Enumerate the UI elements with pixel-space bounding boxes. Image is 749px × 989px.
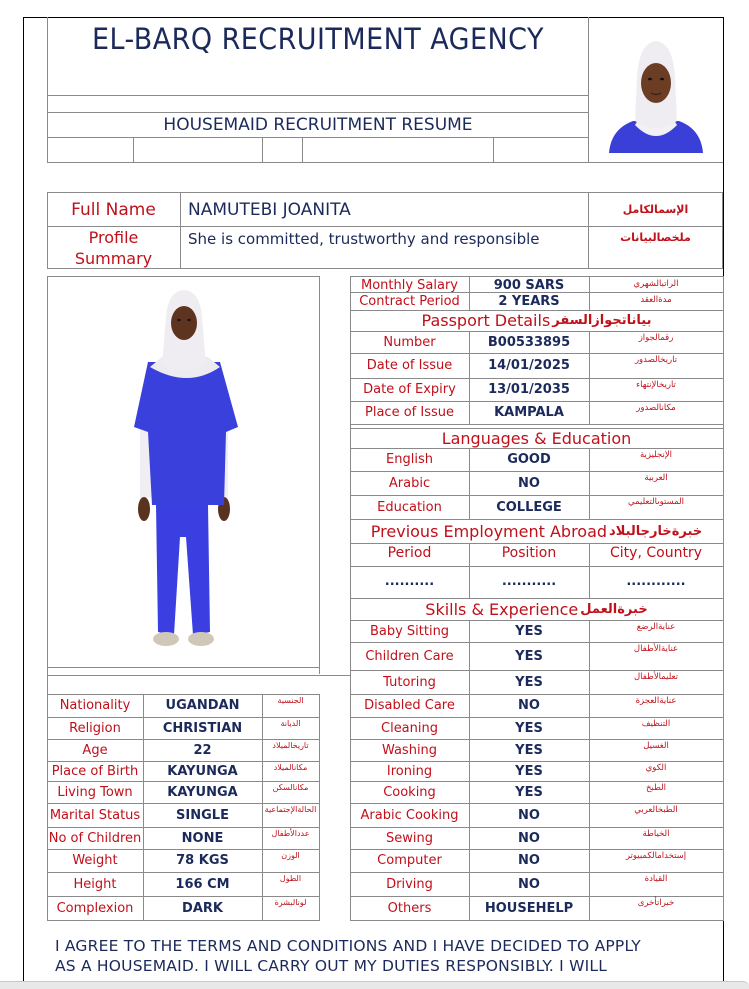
personal-info-ar: الوزن (281, 851, 300, 860)
passport-row-value: B00533895 (487, 334, 571, 350)
personal-info-value: 22 (193, 742, 212, 758)
skills-section-title-text: Skills & Experience (425, 599, 579, 619)
skill-row-label: Cleaning (381, 720, 438, 736)
contract-ar: مدةالعقد (640, 295, 672, 305)
personal-info-value: KAYUNGA (167, 763, 238, 779)
skill-row-ar: الطبخ (646, 783, 666, 793)
grid-line (302, 137, 303, 162)
agency-name: EL-BARQ RECRUITMENT AGENCY (92, 22, 544, 56)
personal-info-ar: لونالبشرة (274, 898, 307, 907)
skill-row-label: Tutoring (383, 674, 436, 690)
passport-row-value: KAMPALA (494, 405, 564, 420)
skill-row-label: Disabled Care (364, 698, 455, 713)
passport-row-label: Date of Issue (366, 358, 453, 373)
declaration-text (55, 936, 720, 976)
employment-cell: .......... (384, 573, 435, 589)
contract-value: 2 YEARS (498, 294, 560, 309)
profile-summary-value: She is committed, trustworthy and responsible (188, 230, 540, 248)
profile-summary-label: Profile Summary (74, 228, 153, 268)
personal-info-label: No of Children (48, 830, 142, 846)
skill-row-ar: الخياطة (642, 829, 670, 839)
full-name-value-cell (188, 193, 588, 226)
personal-info-value: SINGLE (176, 807, 229, 823)
contract-label: Contract Period (359, 294, 460, 309)
skill-row-value: YES (515, 763, 543, 779)
resume-title-wrap (47, 113, 589, 137)
employment-section-title-ar: خبرةخارجالبلاد (609, 523, 703, 539)
profile-summary-value-cell (188, 229, 588, 249)
full-name-label: Full Name (71, 199, 156, 220)
language-row-label: Education (377, 499, 442, 515)
grid-line (47, 920, 319, 921)
skill-row-label: Sewing (386, 830, 433, 846)
skill-row-ar: الغسيل (643, 741, 669, 751)
passport-row-label: Number (383, 334, 436, 350)
grid-line (319, 276, 320, 674)
passport-row-ar: تاريخالإنتهاء (636, 380, 676, 390)
languages-section-title (350, 428, 723, 448)
grid-line (47, 675, 350, 676)
employment-section-title-text: Previous Employment Abroad (370, 521, 608, 541)
personal-info-label: Complexion (56, 900, 134, 916)
grid-line (180, 193, 181, 269)
passport-row-value: 13/01/2035 (488, 382, 570, 397)
language-row-ar: الإنجليزية (639, 450, 673, 460)
skill-row-ar: القيادة (644, 874, 668, 884)
contract-value: 900 SARS (493, 277, 565, 293)
language-row-ar: المستوىالتعليمي (628, 497, 684, 507)
personal-info-label: Place of Birth (51, 763, 139, 779)
grid-line (319, 694, 320, 921)
personal-info-label: Height (73, 876, 117, 892)
skills-section-title (350, 598, 723, 620)
skill-row-label: Washing (381, 742, 438, 758)
skill-row-value: YES (515, 742, 543, 758)
skill-row-value: NO (518, 853, 540, 868)
grid-line (350, 424, 723, 425)
skill-row-ar: إستخدامالكمبيوتر (625, 851, 687, 861)
language-row-value: GOOD (507, 452, 551, 467)
personal-info-value: CHRISTIAN (162, 720, 243, 736)
personal-info-label: Living Town (57, 784, 133, 800)
skill-row-value: NO (518, 698, 540, 713)
skill-row-ar: تعليمالأطفال (633, 672, 679, 682)
passport-section-title-text: Passport Details (421, 311, 551, 330)
personal-info-ar: مكانالسكن (272, 783, 309, 792)
personal-info-label: Age (82, 742, 108, 758)
skill-row-value: YES (515, 720, 543, 736)
personal-info-label: Nationality (59, 698, 131, 713)
language-row-value: COLLEGE (496, 499, 562, 515)
skill-row-ar: عنايةالعجزة (635, 696, 677, 706)
skill-row-value: HOUSEHELP (484, 900, 574, 916)
full-name-ar-cell (588, 193, 723, 226)
personal-info-ar: مكانالميلاد (273, 763, 308, 772)
grid-line (47, 137, 589, 138)
passport-section-title (350, 310, 723, 331)
profile-summary-ar: ملخصالبيانات (620, 230, 691, 244)
skill-row-value: NO (518, 830, 540, 846)
employment-header: City, Country (610, 545, 702, 561)
employment-cell: ............ (626, 573, 686, 589)
skill-row-value: NO (518, 807, 540, 823)
personal-info-ar: عددالأطفال (271, 829, 310, 838)
skill-row-label: Others (387, 900, 432, 916)
skills-section-title-ar: خبرةالعمل (580, 601, 648, 617)
agency-name-wrap (47, 18, 589, 60)
full-name-ar: الإسمالكامل (622, 203, 689, 216)
page-frame-left (23, 17, 24, 988)
skill-row-label: Driving (386, 876, 433, 892)
languages-section-title-text: Languages & Education (441, 428, 632, 448)
skill-row-ar: عنايةالأطفال (633, 644, 679, 654)
grid-line (723, 276, 724, 921)
passport-row-ar: رقمالجواز (638, 333, 674, 343)
grid-line (350, 920, 723, 921)
declaration-line-2: AS A HOUSEMAID. I WILL CARRY OUT MY DUTIES RESPONSIBLY. I WILL (55, 957, 608, 975)
grid-line (493, 137, 494, 162)
personal-info-label: Religion (69, 720, 121, 736)
skill-row-label: Cooking (383, 784, 436, 800)
contract-label: Monthly Salary (360, 277, 459, 293)
declaration-line-1: I AGREE TO THE TERMS AND CONDITIONS AND I HAVE DECIDED TO APPLY (55, 937, 641, 955)
language-row-label: English (386, 452, 433, 467)
profile-summary-ar-cell (588, 227, 723, 247)
grid-line (47, 95, 589, 96)
language-row-label: Arabic (388, 475, 431, 491)
personal-info-ar: تاريخالميلاد (272, 741, 309, 750)
skill-row-label: Computer (377, 853, 442, 868)
full-name-value: NAMUTEBI JOANITA (188, 199, 351, 220)
personal-info-ar: الديانة (280, 719, 301, 728)
full-body-photo-icon (48, 277, 318, 662)
personal-info-ar: الحالةالإجتماعية (264, 805, 317, 814)
contract-ar: الراتبالشهري (633, 279, 679, 289)
portrait-cell (589, 17, 723, 163)
personal-info-value: NONE (181, 830, 224, 846)
skill-row-ar: الطبخالعربي (634, 805, 678, 815)
personal-info-value: 166 CM (175, 876, 230, 892)
language-row-value: NO (518, 475, 540, 491)
grid-line (47, 667, 319, 668)
skill-row-label: Baby Sitting (369, 623, 450, 639)
employment-section-title (350, 519, 723, 543)
personal-info-label: Weight (72, 853, 118, 868)
skill-row-label: Arabic Cooking (360, 807, 459, 823)
skill-row-value: NO (518, 876, 540, 892)
skill-row-label: Children Care (365, 648, 454, 664)
skill-row-ar: عنايةالرضع (636, 622, 676, 632)
personal-info-value: KAYUNGA (167, 784, 238, 800)
skill-row-value: YES (515, 674, 543, 690)
employment-header: Period (387, 545, 432, 561)
passport-row-ar: مكانالصدور (636, 403, 676, 413)
employment-cell: ........... (501, 573, 557, 589)
personal-info-value: DARK (182, 900, 223, 916)
grid-line (133, 137, 134, 162)
full-name-label-cell (47, 193, 180, 226)
personal-info-value: 78 KGS (176, 853, 229, 868)
skill-row-ar: الكوي (645, 763, 667, 773)
passport-row-ar: تاريخالصدور (634, 355, 678, 365)
personal-info-value: UGANDAN (165, 698, 240, 713)
personal-info-ar: الطول (279, 874, 302, 883)
skill-row-ar: خبراتأخرى (637, 898, 675, 908)
language-row-ar: العربية (644, 473, 668, 483)
grid-line (262, 137, 263, 162)
passport-row-value: 14/01/2025 (488, 358, 570, 373)
skill-row-value: YES (515, 648, 543, 664)
passport-row-label: Place of Issue (365, 405, 454, 420)
passport-section-title-ar: بياناتجوازالسفر (552, 313, 652, 328)
skill-row-value: YES (515, 623, 543, 639)
portrait-photo-icon (589, 17, 723, 163)
employment-header: Position (501, 545, 557, 561)
passport-row-label: Date of Expiry (363, 382, 456, 397)
resume-title: HOUSEMAID RECRUITMENT RESUME (163, 115, 473, 135)
personal-info-label: Marital Status (49, 807, 141, 823)
profile-summary-label-cell (47, 227, 180, 269)
full-body-photo (48, 277, 318, 662)
skill-row-ar: التنظيف (641, 719, 671, 729)
personal-info-ar: الجنسية (277, 696, 304, 705)
skill-row-label: Ironing (386, 763, 433, 779)
skill-row-value: YES (515, 784, 543, 800)
